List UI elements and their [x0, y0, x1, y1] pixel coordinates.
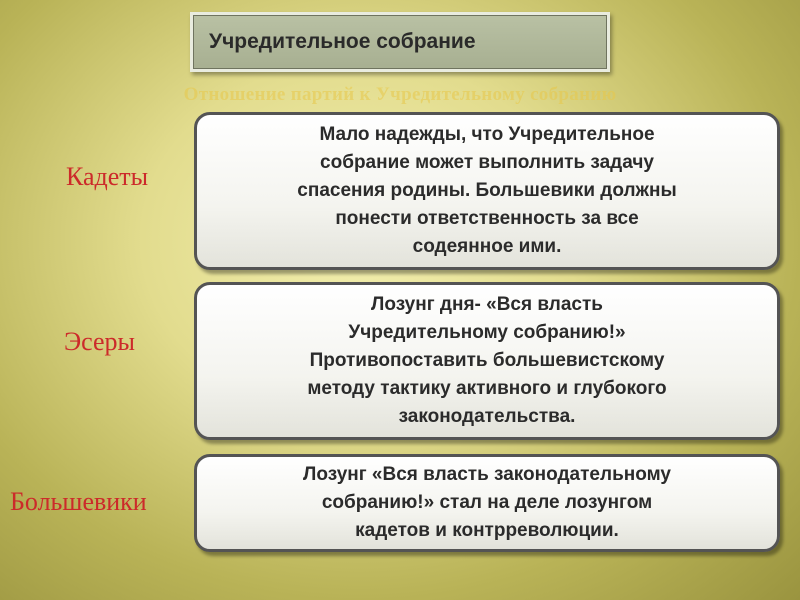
page-title: Учредительное собрание: [209, 30, 476, 53]
subtitle: Отношение партий к Учредительному собранию: [183, 84, 617, 105]
title-box: [190, 12, 610, 72]
card-esers: [194, 282, 780, 440]
party-label-bolsheviks: Большевики: [10, 487, 147, 516]
card-text-bolsheviks: Лозунг «Вся власть законодательному собранию!» стал на деле лозунгом кадетов и контрреволюции.: [303, 464, 671, 541]
card-kadets: [194, 112, 780, 270]
card-text-esers: Лозунг дня- «Вся власть Учредительному собранию!» Противопоставить большевистскому методу тактику активного и глубокого законодательства.: [307, 294, 667, 427]
party-label-esers: Эсеры: [64, 327, 136, 356]
party-label-kadets: Кадеты: [66, 162, 149, 191]
card-bolsheviks: [194, 454, 780, 552]
card-text-kadets: Мало надежды, что Учредительное собрание может выполнить задачу спасения родины. Большевики должны понести ответственность за все содеянное ими.: [297, 124, 677, 257]
